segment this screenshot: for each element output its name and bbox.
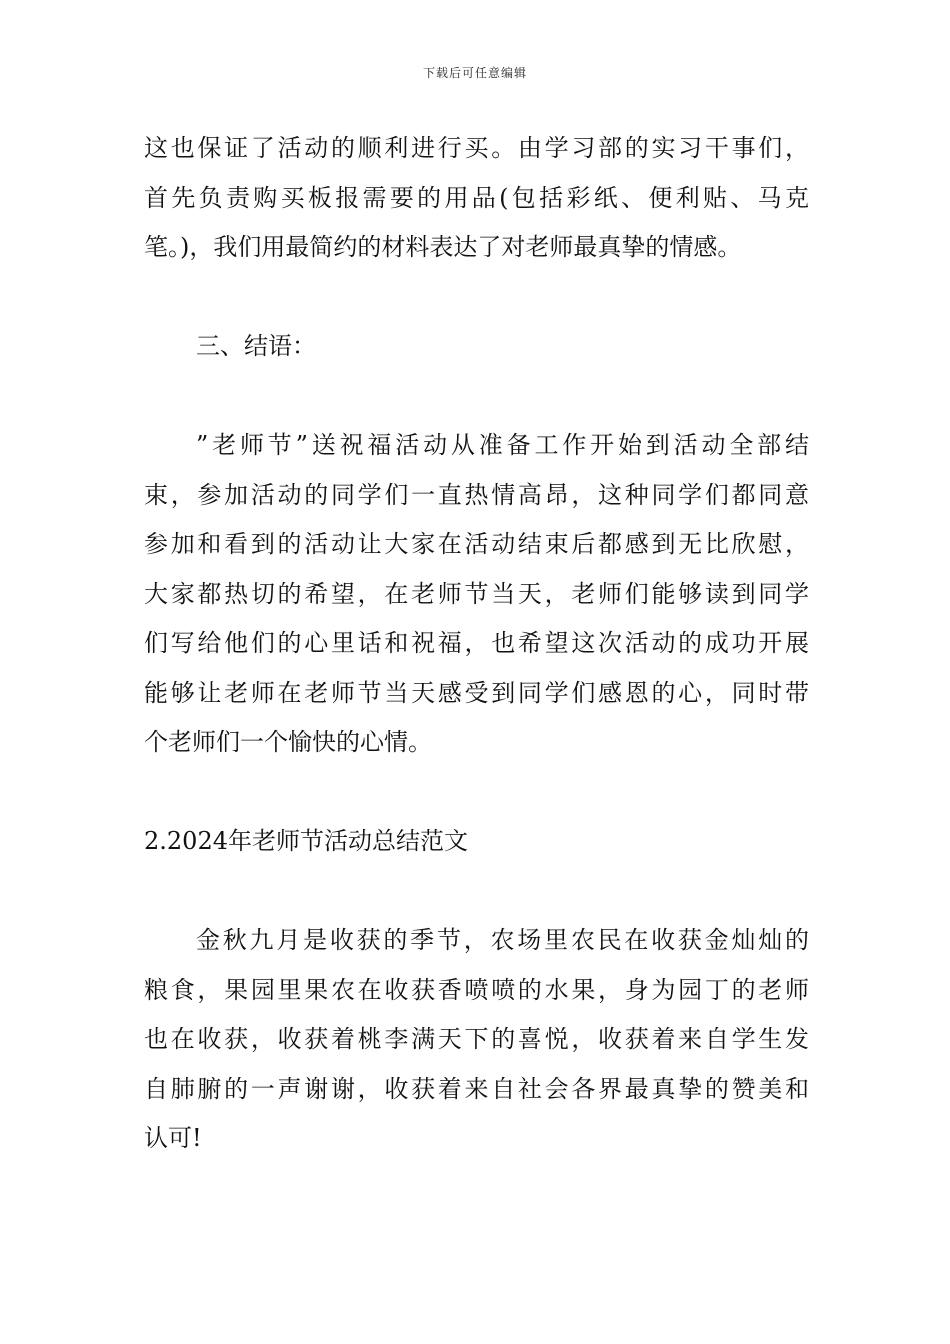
spacer [144, 768, 809, 818]
paragraph-3 [144, 916, 809, 1164]
article-title: 2.2024年老师节活动总结范文 [144, 827, 468, 855]
paragraph-line: 个老师们一个愉快的心情。 [144, 728, 432, 756]
spacer [144, 867, 809, 917]
paragraph-line: 大家都热切的希望，在老师节当天，老师们能够读到同学 [144, 579, 809, 608]
paragraph-line: 金秋九月是收获的季节，农场里农民在收获金灿灿的 [196, 926, 809, 954]
paragraph-line: 束，参加活动的同学们一直热情高昂，这种同学们都同意 [144, 480, 809, 509]
paragraph-line: 首先负责购买板报需要的用品(包括彩纸、便利贴、马克 [144, 183, 809, 212]
paragraph-line: 笔。)，我们用最简约的材料表达了对老师最真挚的情感。 [144, 233, 742, 261]
paragraph-line: 自肺腑的一声谢谢，收获着来自社会各界最真挚的赞美和 [144, 1074, 809, 1103]
paragraph-line: 也在收获，收获着桃李满天下的喜悦，收获着来自学生发 [144, 1025, 809, 1053]
section-heading: 三、结语： [196, 332, 316, 360]
paragraph-line: 这也保证了活动的顺利进行买。由学习部的实习干事们， [144, 134, 809, 162]
paragraph-2 [144, 421, 809, 768]
paragraph-line: 认可! [144, 1124, 202, 1152]
spacer [144, 372, 809, 422]
spacer [144, 273, 809, 323]
paragraph-line: 们写给他们的心里话和祝福，也希望这次活动的成功开展 [144, 629, 809, 657]
paragraph-line: 粮食，果园里果农在收获香喷喷的水果，身为园丁的老师 [144, 975, 809, 1004]
document-body [144, 124, 809, 1164]
paragraph-line: 能够让老师在老师节当天感受到同学们感恩的心，同时带 [144, 678, 809, 707]
page-header: 下载后可任意编辑 [422, 66, 527, 80]
paragraph-1 [144, 124, 809, 273]
paragraph-line: ”老师节”送祝福活动从准备工作开始到活动全部结 [196, 431, 809, 459]
paragraph-line: 参加和看到的活动让大家在活动结束后都感到无比欣慰， [144, 530, 809, 558]
